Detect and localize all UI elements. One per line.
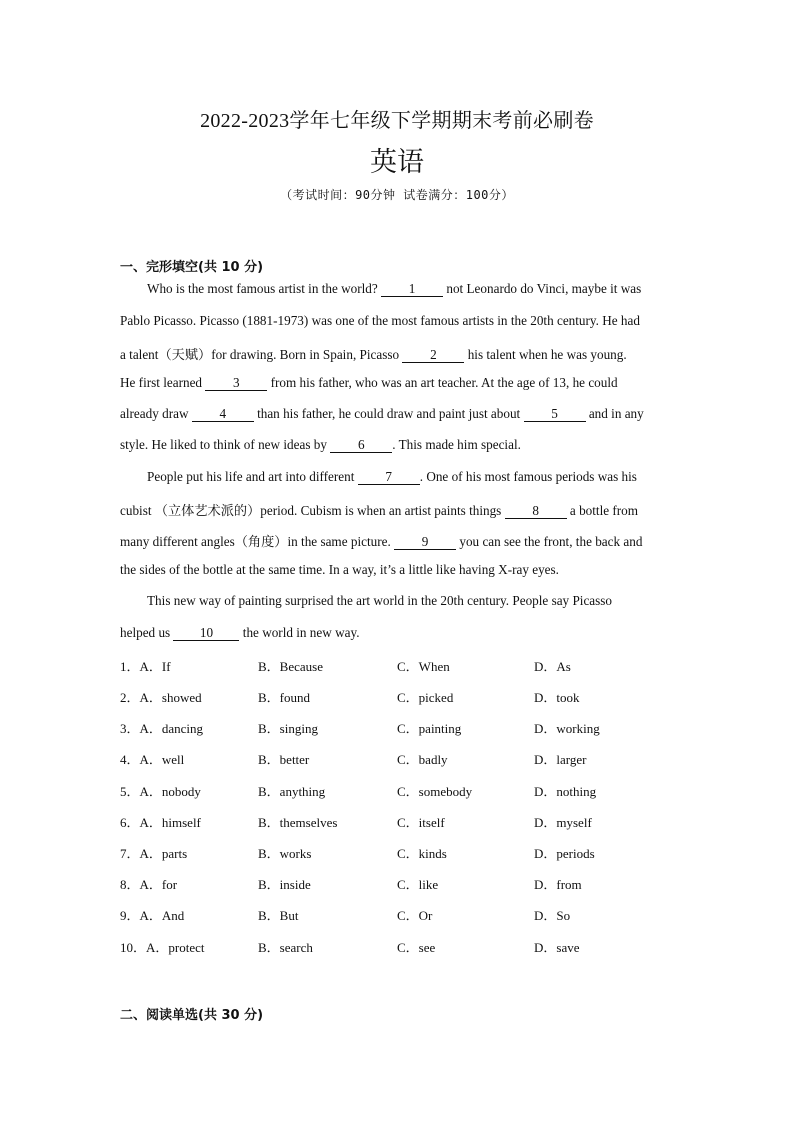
option-d: D．from (534, 877, 582, 892)
blank-4: 4 (192, 407, 254, 422)
option-c: C．picked (397, 690, 454, 705)
option-a: 6．A．himself (120, 815, 201, 830)
blank-10: 10 (173, 626, 239, 641)
option-d: D．working (534, 721, 600, 736)
passage-line: helped us 10 the world in new way. (120, 625, 360, 640)
option-d: D．larger (534, 752, 587, 767)
passage-line: Pablo Picasso. Picasso (1881-1973) was one of the most famous artists in the 20th century. He had (120, 313, 640, 328)
option-d: D．nothing (534, 784, 597, 799)
passage-line: style. He liked to think of new ideas by 6 . This made him special. (120, 437, 521, 452)
option-d: D．myself (534, 815, 592, 830)
option-d: D．So (534, 908, 571, 923)
option-c: C．badly (397, 752, 448, 767)
passage-line: People put his life and art into different 7 . One of his most famous periods was his (147, 469, 637, 484)
exam-title: 2022-2023学年七年级下学期期末考前必刷卷 (200, 110, 594, 132)
option-c: C．painting (397, 721, 462, 736)
option-b: B．found (258, 690, 311, 705)
option-b: B．But (258, 908, 299, 923)
option-a: 9．A．And (120, 908, 185, 923)
section-heading-reading: 二、阅读单选(共 30 分) (120, 1008, 264, 1023)
section-heading-cloze: 一、完形填空(共 10 分) (120, 260, 264, 275)
option-d: D．save (534, 940, 580, 955)
option-a: 3．A．dancing (120, 721, 204, 736)
passage-line: He first learned 3 from his father, who was an art teacher. At the age of 13, he could (120, 375, 618, 390)
option-a: 4．A．well (120, 752, 185, 767)
option-b: B．better (258, 752, 310, 767)
passage-line: already draw 4 than his father, he could draw and paint just about 5 and in any (120, 406, 644, 421)
option-a: 7．A．parts (120, 846, 188, 861)
exam-info: （考试时间：90分钟 试卷满分：100分） (280, 188, 514, 202)
blank-3: 3 (205, 376, 267, 391)
passage-line: Who is the most famous artist in the world? 1 not Leonardo do Vinci, maybe it was (147, 281, 642, 296)
option-a: 5．A．nobody (120, 784, 201, 799)
blank-7: 7 (358, 470, 420, 485)
option-b: B．Because (258, 659, 323, 674)
passage-line: cubist （立体艺术派的）period. Cubism is when an artist paints things 8 a bottle from (120, 503, 639, 518)
option-c: C．see (397, 940, 436, 955)
passage-line: many different angles（角度）in the same picture. 9 you can see the front, the back and (120, 534, 643, 549)
option-a: 1．A．If (120, 659, 171, 674)
passage-line: the sides of the bottle at the same time. In a way, it’s a little like having X-ray eyes. (120, 562, 559, 577)
option-c: C．like (397, 877, 439, 892)
blank-8: 8 (505, 504, 567, 519)
subject-title: 英语 (370, 147, 424, 178)
passage-line: a talent（天赋）for drawing. Born in Spain, Picasso 2 his talent when he was young. (120, 347, 627, 362)
blank-9: 9 (394, 535, 456, 550)
option-a: 8．A．for (120, 877, 178, 892)
option-c: C．Or (397, 908, 433, 923)
option-a: 10．A．protect (120, 940, 205, 955)
option-c: C．somebody (397, 784, 473, 799)
option-b: B．anything (258, 784, 326, 799)
option-c: C．When (397, 659, 450, 674)
option-b: B．works (258, 846, 312, 861)
option-d: D．took (534, 690, 580, 705)
blank-1: 1 (381, 282, 443, 297)
option-c: C．itself (397, 815, 445, 830)
option-b: B．singing (258, 721, 318, 736)
option-b: B．inside (258, 877, 311, 892)
option-d: D．periods (534, 846, 595, 861)
option-b: B．themselves (258, 815, 338, 830)
blank-2: 2 (402, 348, 464, 363)
option-d: D．As (534, 659, 571, 674)
option-a: 2．A．showed (120, 690, 202, 705)
option-b: B．search (258, 940, 313, 955)
blank-6: 6 (330, 438, 392, 453)
blank-5: 5 (524, 407, 586, 422)
option-c: C．kinds (397, 846, 447, 861)
passage-line: This new way of painting surprised the art world in the 20th century. People say Picasso (147, 593, 613, 608)
